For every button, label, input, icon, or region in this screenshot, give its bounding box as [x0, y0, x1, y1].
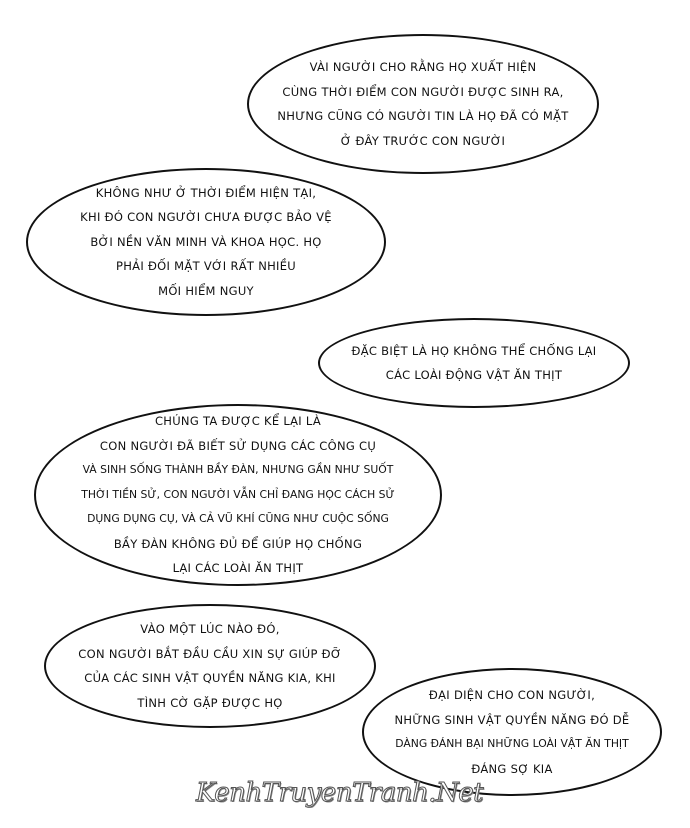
bubble-text-line: NHỮNG SINH VẬT QUYỀN NĂNG ĐÓ DỄ — [394, 712, 630, 727]
speech-bubble-6 — [362, 668, 662, 796]
bubble-text-line: CỦA CÁC SINH VẬT QUYỀN NĂNG KIA, KHI — [84, 671, 336, 685]
bubble-text-line: LẠI CÁC LOÀI ĂN THỊT — [172, 561, 304, 576]
bubble-text-line: ĐẠI DIỆN CHO CON NGƯỜI, — [428, 688, 596, 702]
bubble-text-line: THỜI TIỀN SỬ, CON NGƯỜI VẪN CHỈ ĐANG HỌC CÁCH SỬ — [81, 487, 395, 501]
speech-bubble-5 — [44, 604, 376, 728]
bubble-text-line: TÌNH CỜ GẶP ĐƯỢC HỌ — [137, 695, 283, 710]
bubble-text-line: VÀI NGƯỜI CHO RẰNG HỌ XUẤT HIỆN — [309, 60, 537, 74]
bubble-text-line: DÀNG ĐÁNH BẠI NHỮNG LOÀI VẬT ĂN THỊT — [395, 737, 629, 750]
bubble-text-line: VÀO MỘT LÚC NÀO ĐÓ, — [140, 622, 280, 636]
speech-bubble-1 — [247, 34, 599, 174]
bubble-text-line: MỐI HIỂM NGUY — [158, 283, 254, 298]
bubble-text-line: CON NGƯỜI BẮT ĐẦU CẦU XIN SỰ GIÚP ĐỠ — [78, 646, 342, 661]
speech-bubble-4 — [34, 404, 442, 586]
bubble-text-line: ĐẶC BIỆT LÀ HỌ KHÔNG THỂ CHỐNG LẠI — [351, 343, 597, 358]
bubble-text-line: KHI ĐÓ CON NGƯỜI CHƯA ĐƯỢC BẢO VỆ — [80, 210, 332, 225]
bubble-text-line: CHÚNG TA ĐƯỢC KỂ LẠI LÀ — [154, 414, 322, 429]
bubble-text-line: CÁC LOÀI ĐỘNG VẬT ĂN THỊT — [385, 368, 563, 382]
bubble-text-line: CÙNG THỜI ĐIỂM CON NGƯỜI ĐƯỢC SINH RA, — [282, 84, 564, 99]
speech-bubble-2 — [26, 168, 386, 316]
bubble-text-line: NHƯNG CŨNG CÓ NGƯỜI TIN LÀ HỌ ĐÃ CÓ MẶT — [277, 109, 569, 123]
bubble-text-line: BẦY ĐÀN KHÔNG ĐỦ ĐỂ GIÚP HỌ CHỐNG — [113, 536, 363, 551]
speech-bubble-3 — [318, 318, 630, 408]
bubble-text-line: Ở ĐÂY TRƯỚC CON NGƯỜI — [340, 133, 506, 148]
site-watermark: KenhTruyenTranh.Net — [196, 778, 484, 808]
bubble-text-line: CON NGƯỜI ĐÃ BIẾT SỬ DỤNG CÁC CÔNG CỤ — [99, 438, 377, 453]
bubble-text-line: KHÔNG NHƯ Ở THỜI ĐIỂM HIỆN TẠI, — [95, 185, 317, 200]
bubble-text-line: VÀ SINH SỐNG THÀNH BẦY ĐÀN, NHƯNG GẦN NHƯ SUỐT — [82, 463, 394, 477]
bubble-text-line: BỞI NỀN VĂN MINH VÀ KHOA HỌC. HỌ — [90, 234, 322, 249]
bubble-text-line: DỤNG DỤNG CỤ, VÀ CẢ VŨ KHÍ CŨNG NHƯ CUỘC SỐNG — [87, 512, 389, 526]
bubble-text-line: ĐÁNG SỢ KIA — [471, 761, 553, 776]
bubble-text-line: PHẢI ĐỐI MẶT VỚI RẤT NHIỀU — [115, 259, 297, 274]
